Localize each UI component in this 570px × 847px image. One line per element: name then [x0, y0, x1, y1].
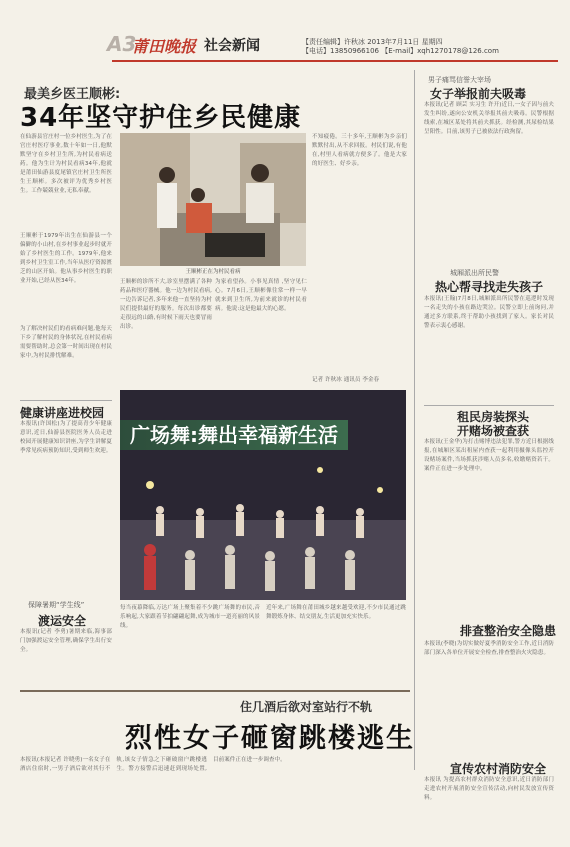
editor-meta: 【责任编辑】许秋冰 2013年7月11日 星期四: [302, 38, 443, 46]
main-article-byline: 记者 许秋冰 通讯员 李金春: [312, 377, 380, 383]
column-divider: [414, 70, 415, 770]
sidebar-top-kicker: 男子痛骂信誉大宰场: [428, 76, 491, 84]
sidebar-top-title: 女子举报前夫吸毒: [430, 87, 527, 101]
contact-meta: 【电话】13850966106 【E-mail】xqh1270178@126.com: [302, 47, 499, 55]
main-article-col2: 王顺彬的诊所不大,诊室里摆满了各种药品和医疗器械。他一边为村民看病,一边告诉记者,多年来他一直坚持为村民们提供最好的服务。每次出诊都要走很远的山路,有时候下雨天也要冒雨出诊。: [120, 279, 212, 330]
sidebar-rent-body: 本报讯(王金华)为打击赌博违法犯罪,警方近日根据线报,在城厢区某出租屋内查获一起利用摄像头监控开设赌场案件,当场抓获涉赌人员多名,收缴赌资若干。案件正在进一步处理中。: [424, 439, 554, 472]
main-photo: [120, 133, 306, 266]
main-article-col1c: 为了解决村民们的看病难问题,他每天下乡了解村民的身体状况,在村民看病需要帮助时,总会第一时间出现在村民家中,为村民排忧解难。: [20, 326, 112, 359]
left-box2-kicker: 保障暑期“学生线”: [28, 601, 85, 609]
sidebar-rent-title2: 开赌场被查获: [457, 424, 530, 438]
sidebar-divider: [424, 405, 554, 406]
sidebar-fire-title: 排查整治安全隐患: [460, 624, 557, 638]
bottom-kicker: 住几酒后欲对室站行不轨: [240, 700, 373, 714]
bottom-rule: [20, 690, 410, 692]
newspaper-logo: 莆田晚报: [132, 37, 197, 56]
page-number: A3: [107, 32, 137, 56]
main-article-col1: 在仙游县官庄村一位乡村医生,为了在官庄村医疗事业,数十年如一日,他默默坚守在乡村卫生所,为村民看病送药。他为生计为村民看病34年,他就是莆田仙游县度尾镇官庄村卫生所医生王顺彬。多次被评为优秀乡村医生。工作兢兢业业,无私奉献。: [20, 134, 112, 194]
sidebar-fire-body: 本报讯(李晓)为切实做好夏季消防安全工作,近日消防部门深入各单位开展安全检查,排查整治火灾隐患。: [424, 641, 554, 656]
bottom-headline: 烈性女子砸窗跳楼逃生: [125, 723, 415, 754]
section-title: 社会新闻: [204, 38, 260, 54]
sidebar-rent-title: 租民房装探头: [457, 410, 530, 424]
doctor-photo-illustration: [120, 133, 306, 266]
square-dance-banner: 广场舞:舞出幸福新生活: [120, 420, 348, 450]
main-kicker: 最美乡医王顺彬:: [24, 87, 121, 102]
left-box2-title: 渡运安全: [38, 614, 87, 628]
bottom-right-title: 宣传农村消防安全: [450, 762, 547, 776]
square-dance-body: 每当夜幕降临,万达广场上聚集着不少跳广场舞的市民,音乐响起,大家跟着节拍翩翩起舞,成为城市一道亮丽的风景线。: [120, 605, 260, 629]
main-article-col3: 不知疲倦。三十多年,王顺彬为乡亲们默默付出,从不求回报。村民们说,有他在,村里人看病就方便多了。他是大家的好医生、好乡亲。: [312, 134, 407, 167]
bottom-article-body: 本报讯(本报记者 许晓勇)一名女子在酒店住宿时,一男子酒后欲对其行不轨,该女子情急之下砸破窗户跳楼逃生。警方接警后迅速赶到现场处置,目前案件正在进一步调查中。: [20, 757, 286, 772]
left-box1-body: 本报讯(许国松)为了提高青少年健康意识,近日,仙游县医院医务人员走进校园开展健康知识讲座,为学生讲解夏季常见疾病预防知识,受到师生欢迎。: [20, 421, 112, 454]
sidebar-mid-kicker: 城厢派出所民警: [450, 269, 499, 277]
header-rule: [112, 60, 558, 62]
main-article-col2b: 为家看望孙。小事见真情 ,坚守见仁心。7月6日,王顺彬像往常一样一早就来到卫生所,为前来就诊的村民看病。他说:这是他最大的心愿。: [215, 279, 307, 312]
sidebar-top-body: 本报讯(记者 顾芸 实习生 许开)近日,一女子因与前夫发生纠纷,遂向公安机关举报其前夫吸毒。民警根据线索,在城区某处将其前夫抓获。经检测,其尿检结果呈阳性。目前,该男子已被依法行政拘留。: [424, 102, 554, 135]
left-box1-title: 健康讲座进校园: [20, 406, 105, 420]
main-photo-caption: 王顺彬正在为村民看病: [185, 269, 241, 275]
left-box-divider: [20, 400, 112, 401]
main-headline: 34年坚守护住乡民健康: [20, 103, 302, 133]
sidebar-mid-body: 本报讯(王翰)7月8日,城厢派出所民警在巡逻时发现一名走失的小孩在路边哭泣。民警立即上前询问,并通过多方联系,终于帮助小孩找到了家人。家长对民警表示衷心感谢。: [424, 296, 554, 329]
main-article-col1b: 王顺彬于1979年出生在仙游县一个偏僻的小山村,在乡村事业起步时就开始了乡村医生的工作。1979年,他来到乡村卫生室工作,当年从医疗资源匮乏的山区开始。他从事乡村医生的职业开始,已经从医34年。: [20, 233, 112, 284]
bottom-right-body: 本报讯 为提高农村群众消防安全意识,近日消防部门走进农村开展消防安全宣传活动,向村民发放宣传资料。: [424, 777, 554, 801]
square-dance-body2: 近年来,广场舞在莆田城乡越来越受欢迎,不少市民通过跳舞锻炼身体、结交朋友,生活更加充实快乐。: [266, 605, 406, 620]
left-box2-body: 本报讯(记者 李勇)暑期来临,海事部门加强渡运安全管理,确保学生出行安全。: [20, 629, 112, 653]
sidebar-mid-title: 热心帮寻找走失孩子: [435, 280, 544, 294]
